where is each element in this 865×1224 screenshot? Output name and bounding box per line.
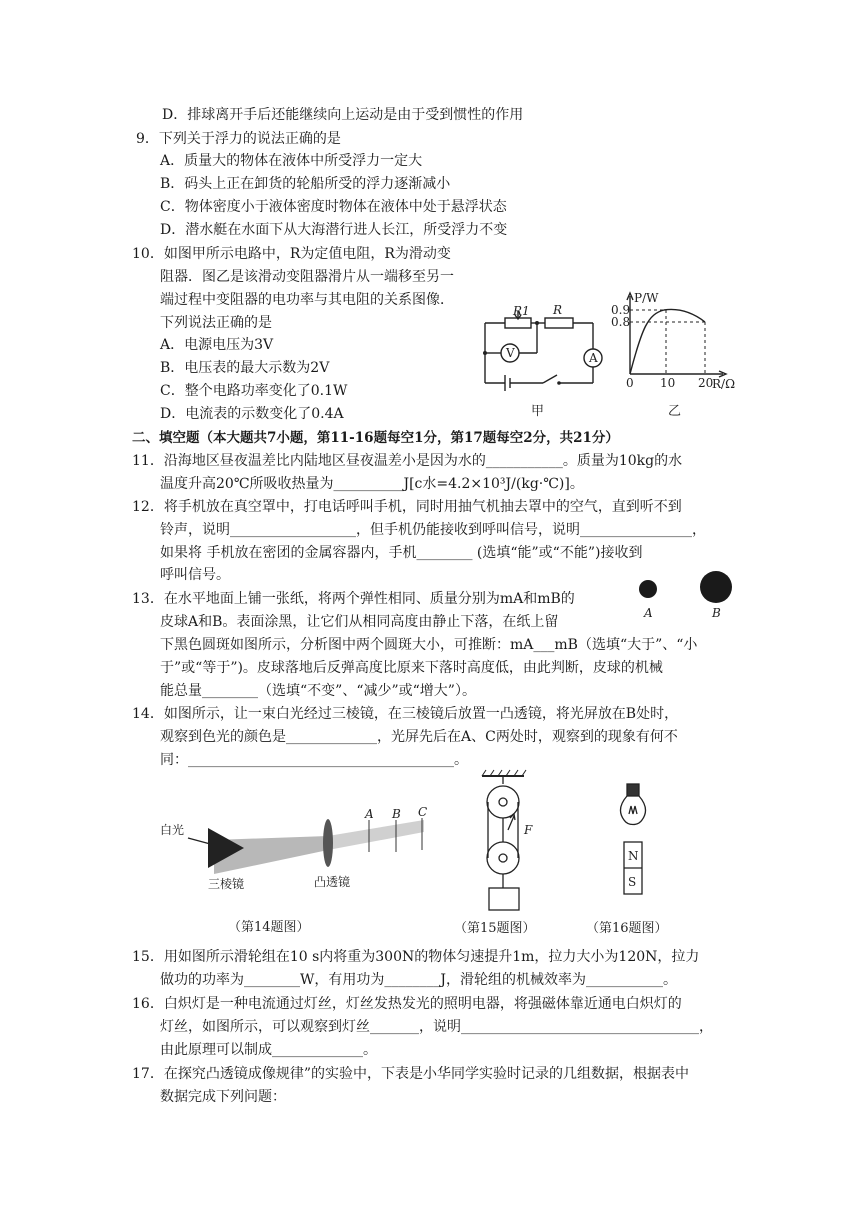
- q14-line-1: 14．如图所示，让一束白光经过三棱镜，在三棱镜后放置一凸透镜，将光屏放在B处时，: [132, 706, 679, 722]
- graph-caption: 乙: [668, 404, 682, 419]
- fig14-caption: （第14题图）: [228, 920, 310, 935]
- q12-line-4: 呼叫信号。: [160, 567, 230, 583]
- q10-stem-4: 下列说法正确的是: [160, 315, 272, 331]
- fig15-caption: （第15题图）: [454, 921, 536, 936]
- x-tick-0: 0: [626, 376, 634, 390]
- q10-option-b: B．电压表的最大示数为2V: [160, 360, 330, 376]
- q16-line-1: 16．白炽灯是一种电流通过灯丝，灯丝发热发光的照明电器，将强磁体靠近通电白炽灯的: [132, 996, 682, 1012]
- q12-line-2: 铃声，说明__________________，但手机仍能接收到呼叫信号，说明________________，: [160, 522, 706, 538]
- q10-option-d: D．电流表的示数变化了0.4A: [160, 406, 344, 422]
- q17-line-2: 数据完成下列问题：: [160, 1089, 286, 1105]
- q9-stem: 9．下列关于浮力的说法正确的是: [136, 131, 341, 147]
- spot-b: [700, 571, 732, 603]
- q10-option-a: A．电源电压为3V: [160, 337, 274, 353]
- q9-option-b: B．码头上正在卸货的轮船所受的浮力逐渐减小: [160, 176, 451, 192]
- q8-option-d: D．排球离开手后还能继续向上运动是由于受到惯性的作用: [162, 107, 524, 123]
- circuit-diagram: [475, 303, 605, 421]
- r1-label: R1: [513, 304, 530, 318]
- prism-lens-figure: [156, 790, 446, 940]
- point-a-label: A: [365, 807, 374, 821]
- q15-line-1: 15．用如图所示滑轮组在10 s内将重为300N的物体匀速提升1m，拉力大小为120N，拉力: [132, 949, 700, 965]
- q14-line-3: 同：______________________________________。: [160, 752, 468, 768]
- q12-line-3: 如果将 手机放在密团的金属容器内，手机________ (选填“能”或“不能”)接收到: [160, 545, 643, 561]
- q13-line-5: 能总量________（选填“不变”、“减少”或“增大”）。: [160, 683, 476, 699]
- magnet-s-label: S: [628, 875, 637, 889]
- q9-option-d: D．潜水艇在水面下从大海潜行进人长江，所受浮力不变: [160, 222, 508, 238]
- q13-line-1: 13．在水平地面上铺一张纸，将两个弹性相同、质量分别为mA和mB的: [132, 591, 575, 607]
- bulb-base: [627, 784, 639, 796]
- x-axis-label: R/Ω: [712, 377, 736, 391]
- spot-a: [639, 580, 657, 598]
- voltmeter-label: V: [506, 346, 515, 360]
- y-axis-label: P/W: [634, 291, 659, 305]
- ammeter-label: A: [589, 351, 598, 365]
- q9-option-c: C．物体密度小于液体密度时物体在液体中处于悬浮状态: [160, 199, 507, 215]
- q16-line-3: 由此原理可以制成_____________。: [160, 1042, 377, 1058]
- x-tick-10: 10: [660, 376, 676, 390]
- force-f-label: F: [524, 823, 533, 837]
- white-light-label: 白光: [160, 823, 185, 837]
- bulb-magnet-figure: [580, 782, 700, 940]
- q13-line-3: 下黑色圆斑如图所示，分析图中两个圆斑大小，可推断：mA___mB（选填“大于”、“小: [160, 637, 698, 653]
- point-c-label: C: [418, 805, 428, 819]
- point-b-label: B: [392, 807, 401, 821]
- bulb-glass: [620, 796, 645, 825]
- q13-line-2: 皮球A和B。表面涂黑，让它们从相同高度由静止下落，在纸上留: [160, 614, 559, 630]
- q10-stem-1: 10．如图甲所示电路中，R为定值电阻，R为滑动变: [132, 246, 451, 262]
- power-resistance-graph: [608, 288, 744, 422]
- q11-line-2: 温度升高20℃所吸收热量为__________J[c水=4.2×10³J/(kg·℃)]。: [160, 476, 584, 492]
- q10-stem-3: 端过程中变阻器的电功率与其电阻的关系图像．: [160, 292, 454, 308]
- lens-label: 凸透镜: [314, 875, 351, 889]
- circuit-caption: 甲: [531, 404, 545, 419]
- q13-line-4: 于”或“等于”)。皮球落地后反弹高度比原来下落时高度低，由此判断，皮球的机械: [160, 660, 663, 676]
- fig16-caption: （第16题图）: [586, 921, 668, 936]
- q14-line-2: 观察到色光的颜色是_____________，光屏先后在A、C两处时，观察到的现象有何不: [160, 729, 678, 745]
- ball-spots-figure: [630, 565, 740, 625]
- spot-b-label: B: [712, 606, 721, 620]
- q16-line-2: 灯丝，如图所示，可以观察到灯丝_______，说明__________________________________，: [160, 1019, 713, 1035]
- q9-option-a: A．质量大的物体在液体中所受浮力一定大: [160, 153, 423, 169]
- q10-stem-2: 阻器．图乙是该滑动变阻器滑片从一端移至另一: [160, 269, 454, 285]
- magnet-n-label: N: [628, 849, 639, 863]
- x-tick-20: 20: [698, 376, 714, 390]
- pulley-figure: [448, 768, 568, 940]
- section-2-heading: 二、填空题（本大题共7小题，第11-16题每空1分，第17题每空2分，共21分）: [132, 430, 619, 446]
- r-label: R: [553, 303, 563, 317]
- y-tick-0-9: 0.9: [611, 303, 631, 317]
- q17-line-1: 17．在探究凸透镜成像规律”的实验中，下表是小华同学实验时记录的几组数据，根据表中: [132, 1066, 689, 1082]
- spot-a-label: A: [644, 606, 653, 620]
- q15-line-2: 做功的功率为________W，有用功为________J，滑轮组的机械效率为___________。: [160, 972, 678, 988]
- convex-lens-shape: [323, 819, 333, 867]
- q11-line-1: 11．沿海地区昼夜温差比内陆地区昼夜温差小是因为水的___________。质量为10kg的水: [132, 453, 683, 469]
- q10-option-c: C．整个电路功率变化了0.1W: [160, 383, 348, 399]
- prism-label: 三棱镜: [208, 877, 245, 891]
- q12-line-1: 12．将手机放在真空罩中，打电话呼叫手机，同时用抽气机抽去罩中的空气，直到听不到: [132, 499, 682, 515]
- y-tick-0-8: 0.8: [611, 315, 631, 329]
